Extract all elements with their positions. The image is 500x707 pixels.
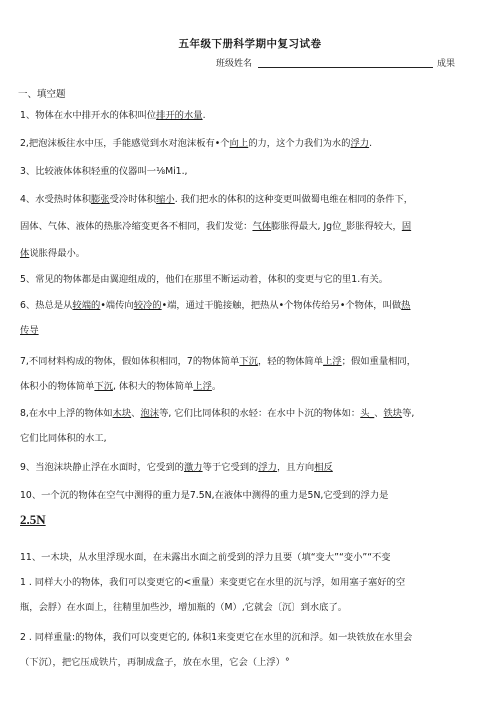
question-line: 8,在水中上浮的物体如木块、泡沫等, 它们比同体积的水轻：在水中卜沉的物体如：头_、铁块等, [20,408,415,419]
section-heading: 一、填空题 [18,89,66,100]
question-text: 10、一个沉的物体在空气中测得的重力是7.5N,在液体中测得的重力是5N,它受到的浮力是 [20,490,389,501]
question-line: 2 . 同样重量:的物体，我们可以变更它的, 体积1来变更它在水里的沉和浮。如一块铁放在水里会 [20,632,413,643]
question-text: 2,把泡沫板往水中压，手能感觉到水对泡沫板有•个 [20,138,230,149]
question-line: 体说胀得最小。 [20,248,86,259]
question-text: . [369,138,373,149]
question-line: 11、一木块，从水里浮现水面，在未露出水面之前受到的浮力且要（填“变大”“变小”“不变 [20,552,391,563]
question-line: 瓶，会脬）在水面上，往精里加些沙，增加瓶的（M）,它就会〔沉〕到水底了。 [20,602,348,613]
question-3 [20,162,482,181]
question-10 [20,486,482,505]
answer-underlined: 向上 [229,138,249,149]
question-5 [20,270,482,289]
score-label: 成果 [437,59,456,69]
question-text: 5、常见的物体都是由翼迎组成的，他们在那里不断运动着，体积的变更与它的里1.有关。 [20,274,389,285]
question-text: 3、比较液体体积轻重的仪器叫一⅛Mi1., [20,166,188,177]
question-line: （下沉），把它压成铁片，再制成盒子，放在水里，它会（上浮）° [20,657,290,668]
question-12 [20,628,482,672]
question-line: 6、热总是从较端的•端传向较冷的•端，通过干脆接触，把热从•个物体传给另•个物体，叫做热 [20,300,411,311]
question-line: 传导 [20,325,39,336]
question-4 [20,190,482,263]
question-text: 的力，这个力我们为水的 [248,138,351,149]
question-11 [20,548,482,617]
question-8 [20,404,482,448]
question-line: 7,不同材料构成的物体，假如体积相同，7的物体简单下沉，轻的物体简单上浮；假如重量相同， [20,356,417,367]
answer-underlined: 浮力 [350,138,370,149]
question-text: 1、物体在水中排开水的体积叫位 [20,110,157,121]
question-7 [20,352,482,396]
question-line: 固体、气体、液体的热胀冷缩变更各不相同，我们发觉：气体膨胀得最大, Jg位_影胀得较大，固 [20,221,412,232]
page-title: 五年级下册科学期中复习试卷 [178,38,322,50]
name-blank-line [258,58,433,68]
answer-underlined: 排开的水量 [156,110,203,121]
student-info-line [216,56,486,69]
question-line: 它们比同体积的水工, [20,433,107,444]
question-6 [20,296,482,340]
question-9: 9、当泡沫块静止浮在水面时，它受到的激力等于它受到的浮力，且方向相反 [20,462,333,473]
question-line: 4、水受热时体积膨张受冷时体积缩小. 我们把水的体积的这种变更叫做蜀电维在相同的条件下， [20,194,414,205]
question-10-answer: 2.5N [20,512,46,527]
question-text: . [202,110,206,121]
question-line: 1 . 同样大小的物体，我们可以变更它的<重量）来变更它在水里的沉与浮，如用塞子塞好的空 [20,577,406,588]
class-name-label: 班级姓名 [216,59,253,69]
question-line: 体积小的物体简单下沉, 体积大的物体简单上浮。 [20,381,222,392]
question-1 [20,106,482,125]
question-2 [20,134,482,153]
